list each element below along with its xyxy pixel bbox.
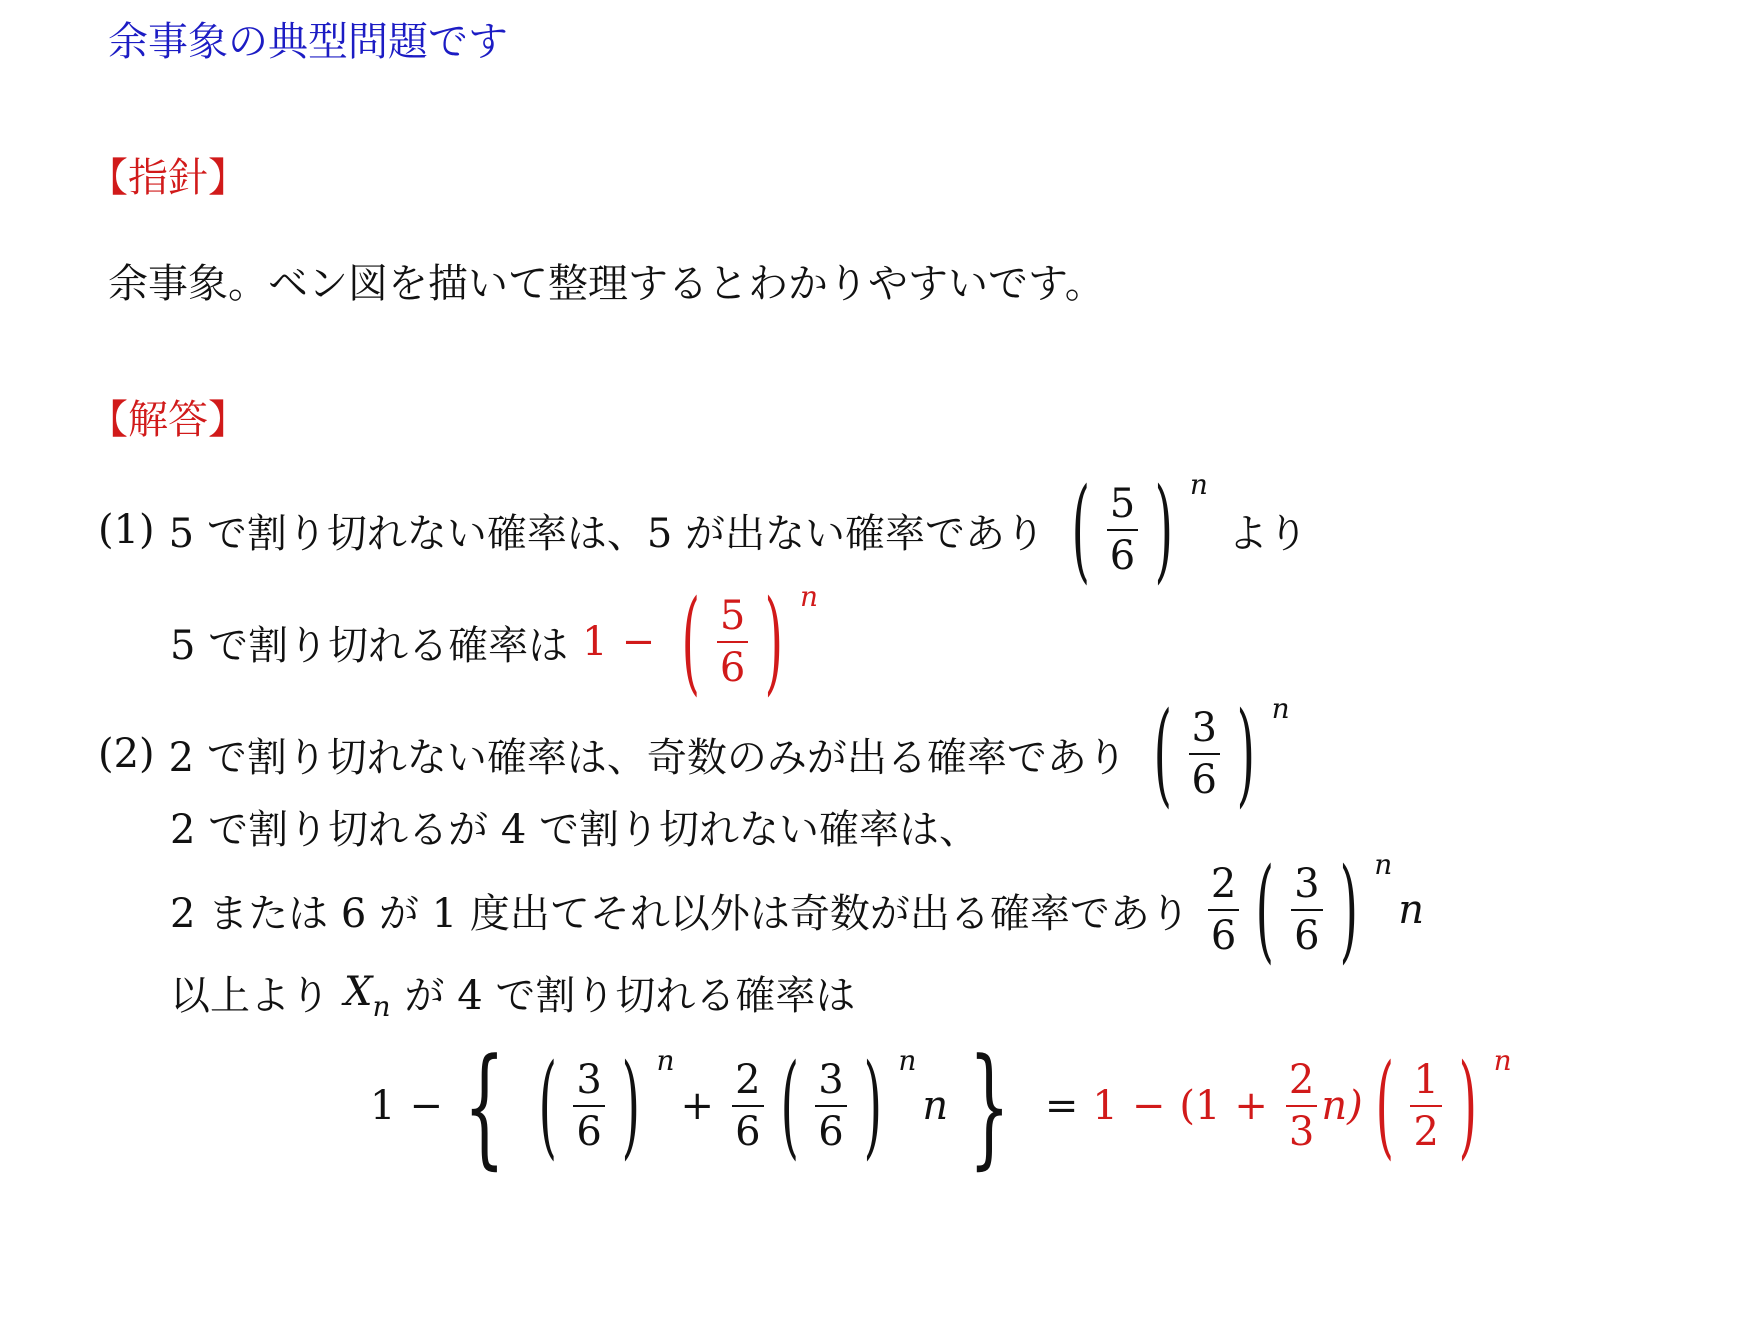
- answer-heading: 【解答】: [88, 397, 248, 443]
- part1-line2: [170, 577, 818, 707]
- part1-text1-after: より: [1227, 510, 1308, 557]
- part1-text1: 5 で割り切れない確率は、5 が出ない確率であり: [168, 510, 1045, 557]
- part2-text4b: が 4 で割り切れる確率は: [404, 972, 856, 1019]
- power-5-6: ( $\frac{5}{6}$ ) n: [1071, 465, 1208, 595]
- power-3-6: ( $\frac{3}{6}$ ) n: [1153, 689, 1290, 819]
- part2-line3: [170, 845, 1424, 975]
- part1-result: 1 − ( $\frac{5}{6}$ ) n: [582, 577, 818, 707]
- part2-line1: [98, 689, 1290, 819]
- part1-line1: [98, 465, 1308, 595]
- part1-label: (1): [98, 507, 155, 553]
- expr-2-6-times-3-6-power: $\frac{2}{6}$ ( $\frac{3}{6}$ ) n n: [1204, 854, 1424, 966]
- random-variable-x: X: [344, 969, 373, 1015]
- part2-label: (2): [98, 731, 155, 777]
- page-title: 余事象の典型問題です: [108, 19, 508, 65]
- final-result: 1 − (1 + $\frac{2}{3}$ n) ( $\frac{1}{2}$ ) n: [1092, 1041, 1512, 1171]
- part2-line4: 以上より X n が 4 で割り切れる確率は: [170, 962, 855, 1022]
- hint-text: 余事象。ベン図を描いて整理するとわかりやすいです。: [108, 261, 1105, 307]
- part2-text3: 2 または 6 が 1 度出てそれ以外は奇数が出る確率であり: [170, 890, 1190, 937]
- hint-heading: 【指針】: [88, 155, 248, 201]
- final-equation: 1 − { ( $\frac{3}{6}$ ) n + $\frac{2}{6}$ ( $\frac{3}{6}$ ) n n } = 1 − (1 + $\frac{2}{3}$ n) ( $\frac{1}{2}$ ) n: [370, 1030, 1512, 1182]
- fraction-5-6: $\frac{5}{6}$: [1107, 479, 1138, 581]
- part1-text2: 5 で割り切れる確率は: [170, 622, 569, 669]
- part2-text4a: 以上より: [170, 972, 330, 1019]
- part2-text2: 2 で割り切れるが 4 で割り切れない確率は、: [170, 807, 980, 853]
- part2-text1: 2 で割り切れない確率は、奇数のみが出る確率であり: [168, 734, 1127, 781]
